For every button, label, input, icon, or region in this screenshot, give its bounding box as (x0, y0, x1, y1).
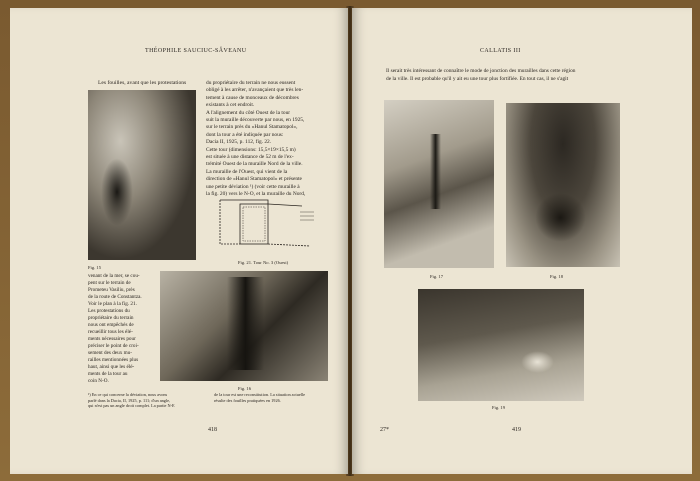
left-lower-column (88, 273, 154, 385)
text-line: une petite déviation ¹) (voir cette muraille à (206, 183, 300, 190)
text-line: de la tour est une reconstitution. La situation actuelle (214, 392, 306, 397)
text-line: pent sur le terrain de (88, 280, 131, 286)
text-line: ments de la tour au (88, 371, 128, 377)
text-line: dont la tour a été indiquée par nous: (206, 131, 284, 138)
text-line: ¹) En ce qui concerne la déviation, nous avons (88, 392, 168, 397)
text-line: coin N-O. (88, 378, 109, 384)
text-line: La muraille de l'Ouest, qui vient de la (206, 168, 288, 175)
text-line: la fig. 20) vers le N-O, et la muraille du Nord, (206, 191, 306, 198)
text-line: de la route de Constantza. (88, 294, 142, 300)
left-page-header: THÉOPHILE SAUCIUC-SĂVEANU (145, 48, 247, 54)
photo-fig-15 (88, 90, 196, 260)
right-page-number: 419 (512, 427, 521, 433)
left-page-number: 418 (208, 427, 217, 433)
right-page (352, 8, 692, 474)
caption-fig-18: Fig. 18 (550, 274, 564, 279)
photo-fig-18 (506, 103, 620, 267)
left-intro-text: Les fouilles, avant que les protestations (98, 80, 187, 86)
right-page-header: CALLATIS III (480, 48, 521, 54)
text-line: sement des deux mu- (88, 350, 132, 356)
text-line: Prometeu Vasiliu, près (88, 287, 135, 293)
text-line: Voir le plan à la fig. 21. (88, 301, 137, 307)
text-line: tement à cause de monceaux de décombres (206, 94, 299, 101)
footnote-left (88, 392, 210, 409)
text-line: Cette tour (dimensions: 15,5×19×15,5 m) (206, 146, 296, 153)
text-line: sur le terrain près du «Hanul Stamatopol», (206, 124, 298, 131)
caption-fig-16: Fig. 16 (238, 386, 252, 391)
text-line: parlé dans la Dacia, II, 1925, p. 111; d'un angle, (88, 397, 171, 403)
text-line: recueillir tous les élé- (88, 329, 133, 335)
text-line: trémité Ouest de la muraille Nord de la ville. (206, 161, 303, 168)
text-line: du propriétaire du terrain ne nous eussent (206, 80, 296, 86)
left-page (10, 8, 348, 474)
photo-fig-17 (384, 100, 494, 268)
text-line: résulte des fouilles pratiquées en 1926. (214, 397, 281, 403)
caption-fig-15: Fig. 15 (88, 265, 102, 270)
text-line: nous ont empêchés de (88, 322, 134, 328)
signature-mark: 27* (380, 427, 389, 433)
plan-drawing-fig-21 (210, 194, 320, 258)
text-line: ments nécessaires pour (88, 336, 136, 342)
caption-fig-17: Fig. 17 (430, 274, 444, 279)
text-line: Dacia II, 1925, p. 112, fig. 22. (206, 139, 272, 146)
photo-fig-19 (418, 289, 584, 401)
caption-fig-21: Fig. 21. Tour No. 3 (Ouest) (238, 260, 289, 265)
text-line: qui n'est pas un angle droit complet. La partie N-E (88, 403, 175, 409)
text-line: est située à une distance de 52 m de l'ex- (206, 154, 294, 161)
footnote-right (214, 392, 338, 403)
left-right-column (206, 80, 346, 199)
text-line: suit la muraille découverte par nous, en 1925, (206, 117, 305, 124)
text-line: Il serait très intéressant de connaître le mode de jonction des murailles dans cette région (386, 68, 576, 74)
text-line: venant de la mer, se cou- (88, 273, 140, 279)
text-line: railles mentionnées plus (88, 357, 139, 363)
text-line: direction de «Hanul Stamatopol» et présente (206, 176, 302, 183)
text-line: haut, ainsi que les élé- (88, 364, 135, 370)
text-line: obligé à les arrêter, n'avançaient que très len- (206, 87, 304, 94)
text-line: A l'alignement du côté Ouest de la tour (206, 109, 291, 116)
photo-fig-16 (160, 271, 328, 381)
caption-fig-19: Fig. 19 (492, 405, 506, 410)
right-intro-text (386, 68, 664, 83)
text-line: Les protestations du (88, 308, 130, 314)
text-line: préciser le point de croi- (88, 343, 139, 349)
text-line: de la ville. Il est probable qu'il y ait eu une tour plus fortifiée. En tout cas, il ne s'agit (386, 75, 569, 82)
text-line: propriétaire du terrain (88, 315, 134, 321)
text-line: existants à cet endroit. (206, 102, 255, 109)
